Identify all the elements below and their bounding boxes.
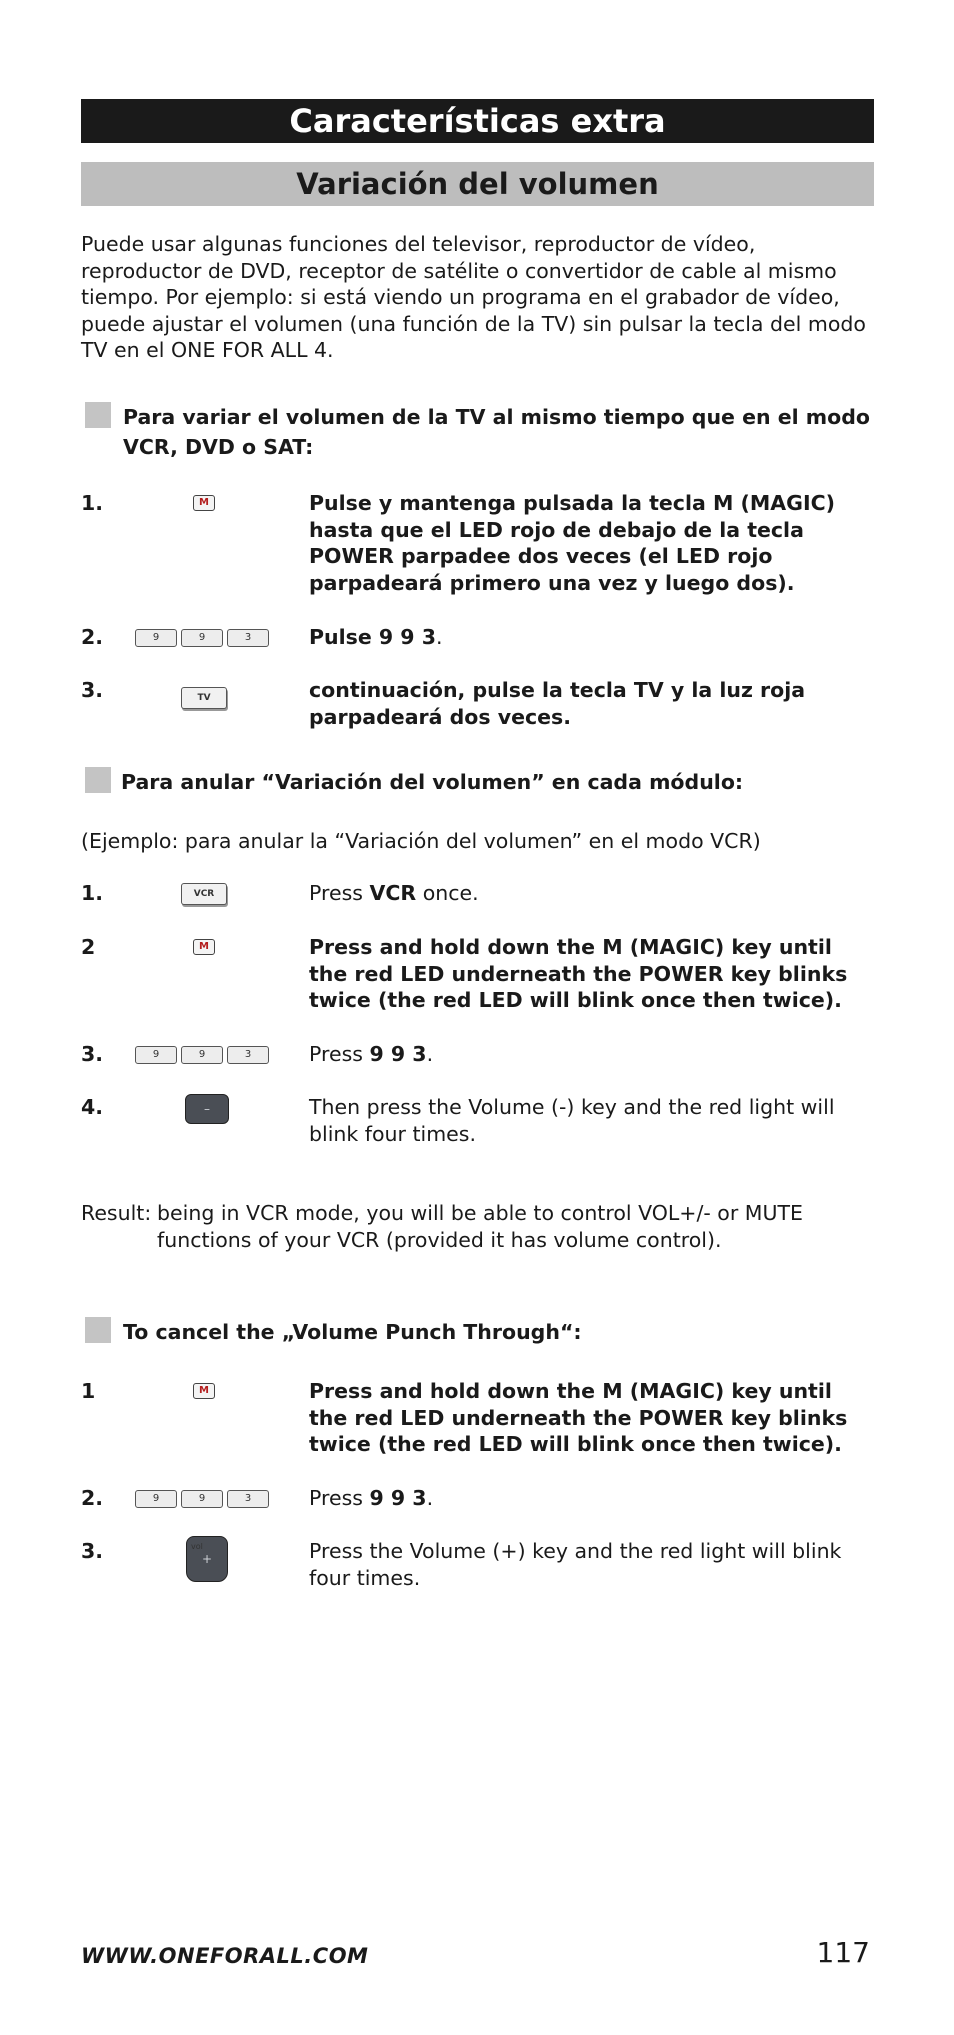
vcr-key-icon: VCR (181, 883, 227, 905)
step-number: 3. (81, 678, 104, 702)
digit-key: 9 (181, 629, 223, 647)
digit-key: 9 (135, 629, 177, 647)
section-title: Para variar el volumen de la TV al mismo tiempo que en el modo VCR, DVD o SAT: (123, 405, 870, 459)
step-number: 3. (81, 1539, 104, 1563)
magic-key-icon: M (193, 495, 215, 511)
digit-key: 9 (181, 1490, 223, 1508)
intro-paragraph: Puede usar algunas funciones del televisor, reproductor de vídeo, reproductor de DVD, receptor de satélite o convertidor de cable al mismo tiempo. Por ejemplo: si está viendo un programa en el grabador de vídeo, puede ajustar el volumen (una función de la TV) sin pulsar la tecla del modo TV en el ONE FOR ALL 4. (81, 232, 866, 363)
digit-keys-icon (135, 629, 269, 647)
step-text: Press and hold down the M (MAGIC) key until the red LED underneath the POWER key blinks twice (the red LED will blink once then twice). (309, 1379, 848, 1457)
footer-url: WWW.ONEFORALL.COM (81, 1944, 369, 1968)
digit-key: 9 (181, 1046, 223, 1064)
digit-keys-icon (135, 1046, 269, 1064)
section-title: To cancel the „Volume Punch Through“: (123, 1320, 582, 1344)
step-number: 3. (81, 1042, 104, 1066)
volume-down-key-icon: – (185, 1094, 229, 1124)
page-number: 117 (816, 1936, 870, 1969)
section-marker-icon (85, 1317, 111, 1343)
step-text: Press and hold down the M (MAGIC) key until the red LED underneath the POWER key blinks twice (the red LED will blink once then twice). (309, 935, 848, 1013)
page-title: Características extra (81, 99, 874, 143)
step-text: Pulse 9 9 3. (309, 625, 443, 649)
tv-key-icon: TV (181, 687, 227, 709)
step-number: 1 (81, 1379, 96, 1403)
step-number: 4. (81, 1095, 104, 1119)
section-heading: Variación del volumen (81, 162, 874, 206)
volume-up-symbol: + (201, 1552, 213, 1566)
digit-key: 3 (227, 1046, 269, 1064)
section-marker-icon (85, 767, 111, 793)
step-text: Press the Volume (+) key and the red light will blink four times. (309, 1539, 842, 1590)
section-vary-volume (81, 402, 881, 462)
digit-key: 9 (135, 1046, 177, 1064)
digit-keys-icon (135, 1490, 269, 1508)
result-label: Result: (81, 1201, 152, 1225)
step-number: 2. (81, 1486, 104, 1510)
volume-key-tag: vol (191, 1542, 203, 1551)
example-note: (Ejemplo: para anular la “Variación del volumen” en el modo VCR) (81, 829, 761, 853)
result-text: being in VCR mode, you will be able to control VOL+/- or MUTE functions of your VCR (provided it has volume control). (157, 1201, 803, 1252)
result-note (81, 1200, 881, 1253)
step-text: Press 9 9 3. (309, 1486, 434, 1510)
digit-key: 9 (135, 1490, 177, 1508)
section-title: Para anular “Variación del volumen” en cada módulo: (121, 770, 744, 794)
volume-up-key-icon (186, 1536, 228, 1582)
step-text: continuación, pulse la tecla TV y la luz roja parpadeará dos veces. (309, 678, 806, 729)
step-number: 1. (81, 881, 104, 905)
step-number: 2 (81, 935, 96, 959)
step-text: Press VCR once. (309, 881, 479, 905)
section-marker-icon (85, 402, 111, 428)
step-number: 1. (81, 491, 104, 515)
step-number: 2. (81, 625, 104, 649)
digit-key: 3 (227, 629, 269, 647)
step-text: Pulse y mantenga pulsada la tecla M (MAGIC) hasta que el LED rojo de debajo de la tecla POWER parpadee dos veces (el LED rojo parpadeará primero una vez y luego dos). (309, 491, 835, 595)
step-text: Press 9 9 3. (309, 1042, 434, 1066)
magic-key-icon: M (193, 939, 215, 955)
step-text: Then press the Volume (-) key and the red light will blink four times. (309, 1095, 835, 1146)
section-cancel-punch-through (81, 1317, 881, 1347)
magic-key-icon: M (193, 1383, 215, 1399)
section-cancel-per-mode (81, 767, 881, 797)
digit-key: 3 (227, 1490, 269, 1508)
